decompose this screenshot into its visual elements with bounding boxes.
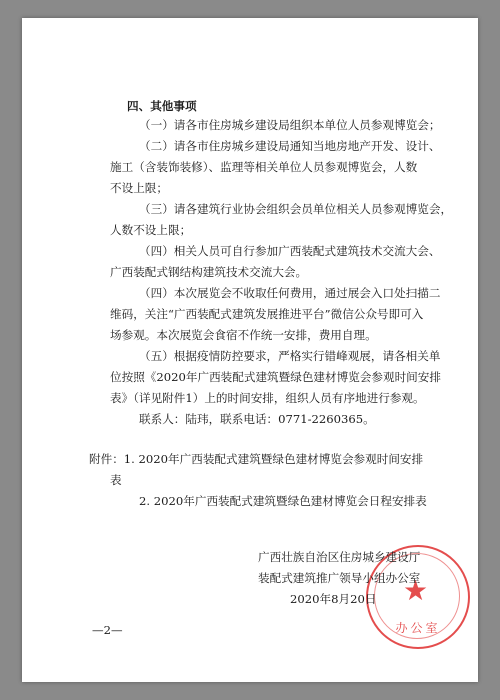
body-line: （五）根据疫情防控要求，严格实行错峰观展，请各相关单 xyxy=(139,349,441,363)
body-line: 位按照《2020年广西装配式建筑暨绿色建材博览会参观时间安排 xyxy=(110,370,441,384)
body-line: （四）本次展览会不收取任何费用，通过展会入口处扫描二 xyxy=(139,286,441,300)
document-page xyxy=(22,18,478,682)
section-heading: 四、其他事项 xyxy=(127,99,197,113)
signature-date: 2020年8月20日 xyxy=(290,592,377,606)
attachment-line: 附件：1. 2020年广西装配式建筑暨绿色建材博览会参观时间安排 xyxy=(89,452,424,466)
body-line: 人数不设上限； xyxy=(110,223,192,237)
signature-office: 装配式建筑推广领导小组办公室 xyxy=(258,571,421,585)
body-line: 表》（详见附件1）上的时间安排，组织人员有序地进行参观。 xyxy=(110,391,425,405)
body-line: 广西装配式钢结构建筑技术交流大会。 xyxy=(110,265,308,279)
body-line: 不设上限； xyxy=(110,181,168,195)
attachment-line: 表 xyxy=(110,473,122,487)
body-line: 施工（含装饰装修）、监理等相关单位人员参观博览会，人数 xyxy=(110,160,418,174)
body-line: （二）请各市住房城乡建设局通知当地房地产开发、设计、 xyxy=(139,139,441,153)
seal-text: 办公室 xyxy=(395,621,441,635)
body-line: （四）相关人员可自行参加广西装配式建筑技术交流大会、 xyxy=(139,244,441,258)
body-line: （一）请各市住房城乡建设局组织本单位人员参观博览会； xyxy=(139,118,441,132)
signature-organization: 广西壮族自治区住房城乡建设厅 xyxy=(258,550,421,564)
star-icon: ★ xyxy=(403,574,429,607)
page-number: —2— xyxy=(92,623,123,637)
body-line: 维码，关注“广西装配式建筑发展推进平台”微信公众号即可入 xyxy=(110,307,424,321)
contact-line: 联系人：陆玮，联系电话：0771-2260365。 xyxy=(139,412,375,426)
body-line: 场参观。本次展览会食宿不作统一安排，费用自理。 xyxy=(110,328,377,342)
attachment-line: 2. 2020年广西装配式建筑暨绿色建材博览会日程安排表 xyxy=(139,494,427,508)
body-line: （三）请各建筑行业协会组织会员单位相关人员参观博览会， xyxy=(139,202,453,216)
